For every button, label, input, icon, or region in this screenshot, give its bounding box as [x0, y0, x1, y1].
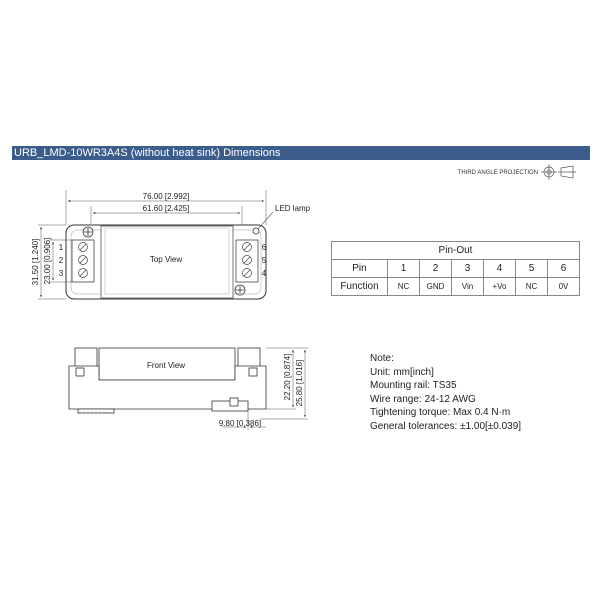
pin-function: 0V: [548, 278, 580, 296]
pin-function: NC: [388, 278, 420, 296]
right-pin-label: 6: [261, 243, 267, 252]
projection-symbol-icon: [541, 164, 576, 180]
pinout-title: Pin-Out: [332, 242, 580, 260]
projection-label: THIRD ANGLE PROJECTION: [457, 170, 538, 176]
dim-width-inner: 61.60 [2.425]: [142, 204, 190, 213]
notes: [370, 352, 521, 434]
pin-function: GND: [420, 278, 452, 296]
pin-number: 2: [420, 260, 452, 278]
pin-number: 3: [452, 260, 484, 278]
diagram-title: URB_LMD-10WR3A4S (without heat sink) Dimensions: [12, 146, 590, 160]
note-line: Wire range: 24-12 AWG: [370, 393, 476, 405]
front-view-label: Front View: [146, 361, 186, 370]
front-view: [69, 348, 266, 413]
note-line: Mounting rail: TS35: [370, 380, 457, 392]
note-line: Tightening torque: Max 0.4 N·m: [370, 407, 511, 419]
dim-front-height-outer: 25.80 [1.016]: [295, 359, 304, 407]
left-pin-label: 2: [58, 256, 64, 265]
note-line: Unit: mm[inch]: [370, 366, 434, 378]
pin-function: Vin: [452, 278, 484, 296]
pin-number: 6: [548, 260, 580, 278]
left-pin-label: 3: [58, 269, 64, 278]
pin-number: 1: [388, 260, 420, 278]
led-lamp-label: LED lamp: [275, 204, 311, 213]
pin-number: 4: [484, 260, 516, 278]
dim-height-outer: 31.50 [1.240]: [31, 238, 40, 286]
pinout-table: [331, 241, 580, 296]
top-view-label: Top View: [149, 255, 183, 264]
notes-heading: Note:: [370, 353, 394, 364]
dim-height-inner: 23.00 [0.906]: [43, 237, 52, 285]
note-line: General tolerances: ±1.00[±0.039]: [370, 420, 522, 432]
dim-width-outer: 76.00 [2.992]: [142, 192, 190, 201]
dim-front-offset: 9.80 [0.386]: [218, 419, 262, 428]
right-pin-label: 4: [261, 269, 267, 278]
pinout-row-label: Pin: [332, 260, 388, 278]
pin-function: +Vo: [484, 278, 516, 296]
dim-front-height-inner: 22.20 [0.874]: [283, 353, 292, 401]
right-pin-label: 5: [261, 256, 267, 265]
left-pin-label: 1: [58, 243, 64, 252]
pin-number: 5: [516, 260, 548, 278]
pin-function: NC: [516, 278, 548, 296]
pinout-row-label: Function: [332, 278, 388, 296]
